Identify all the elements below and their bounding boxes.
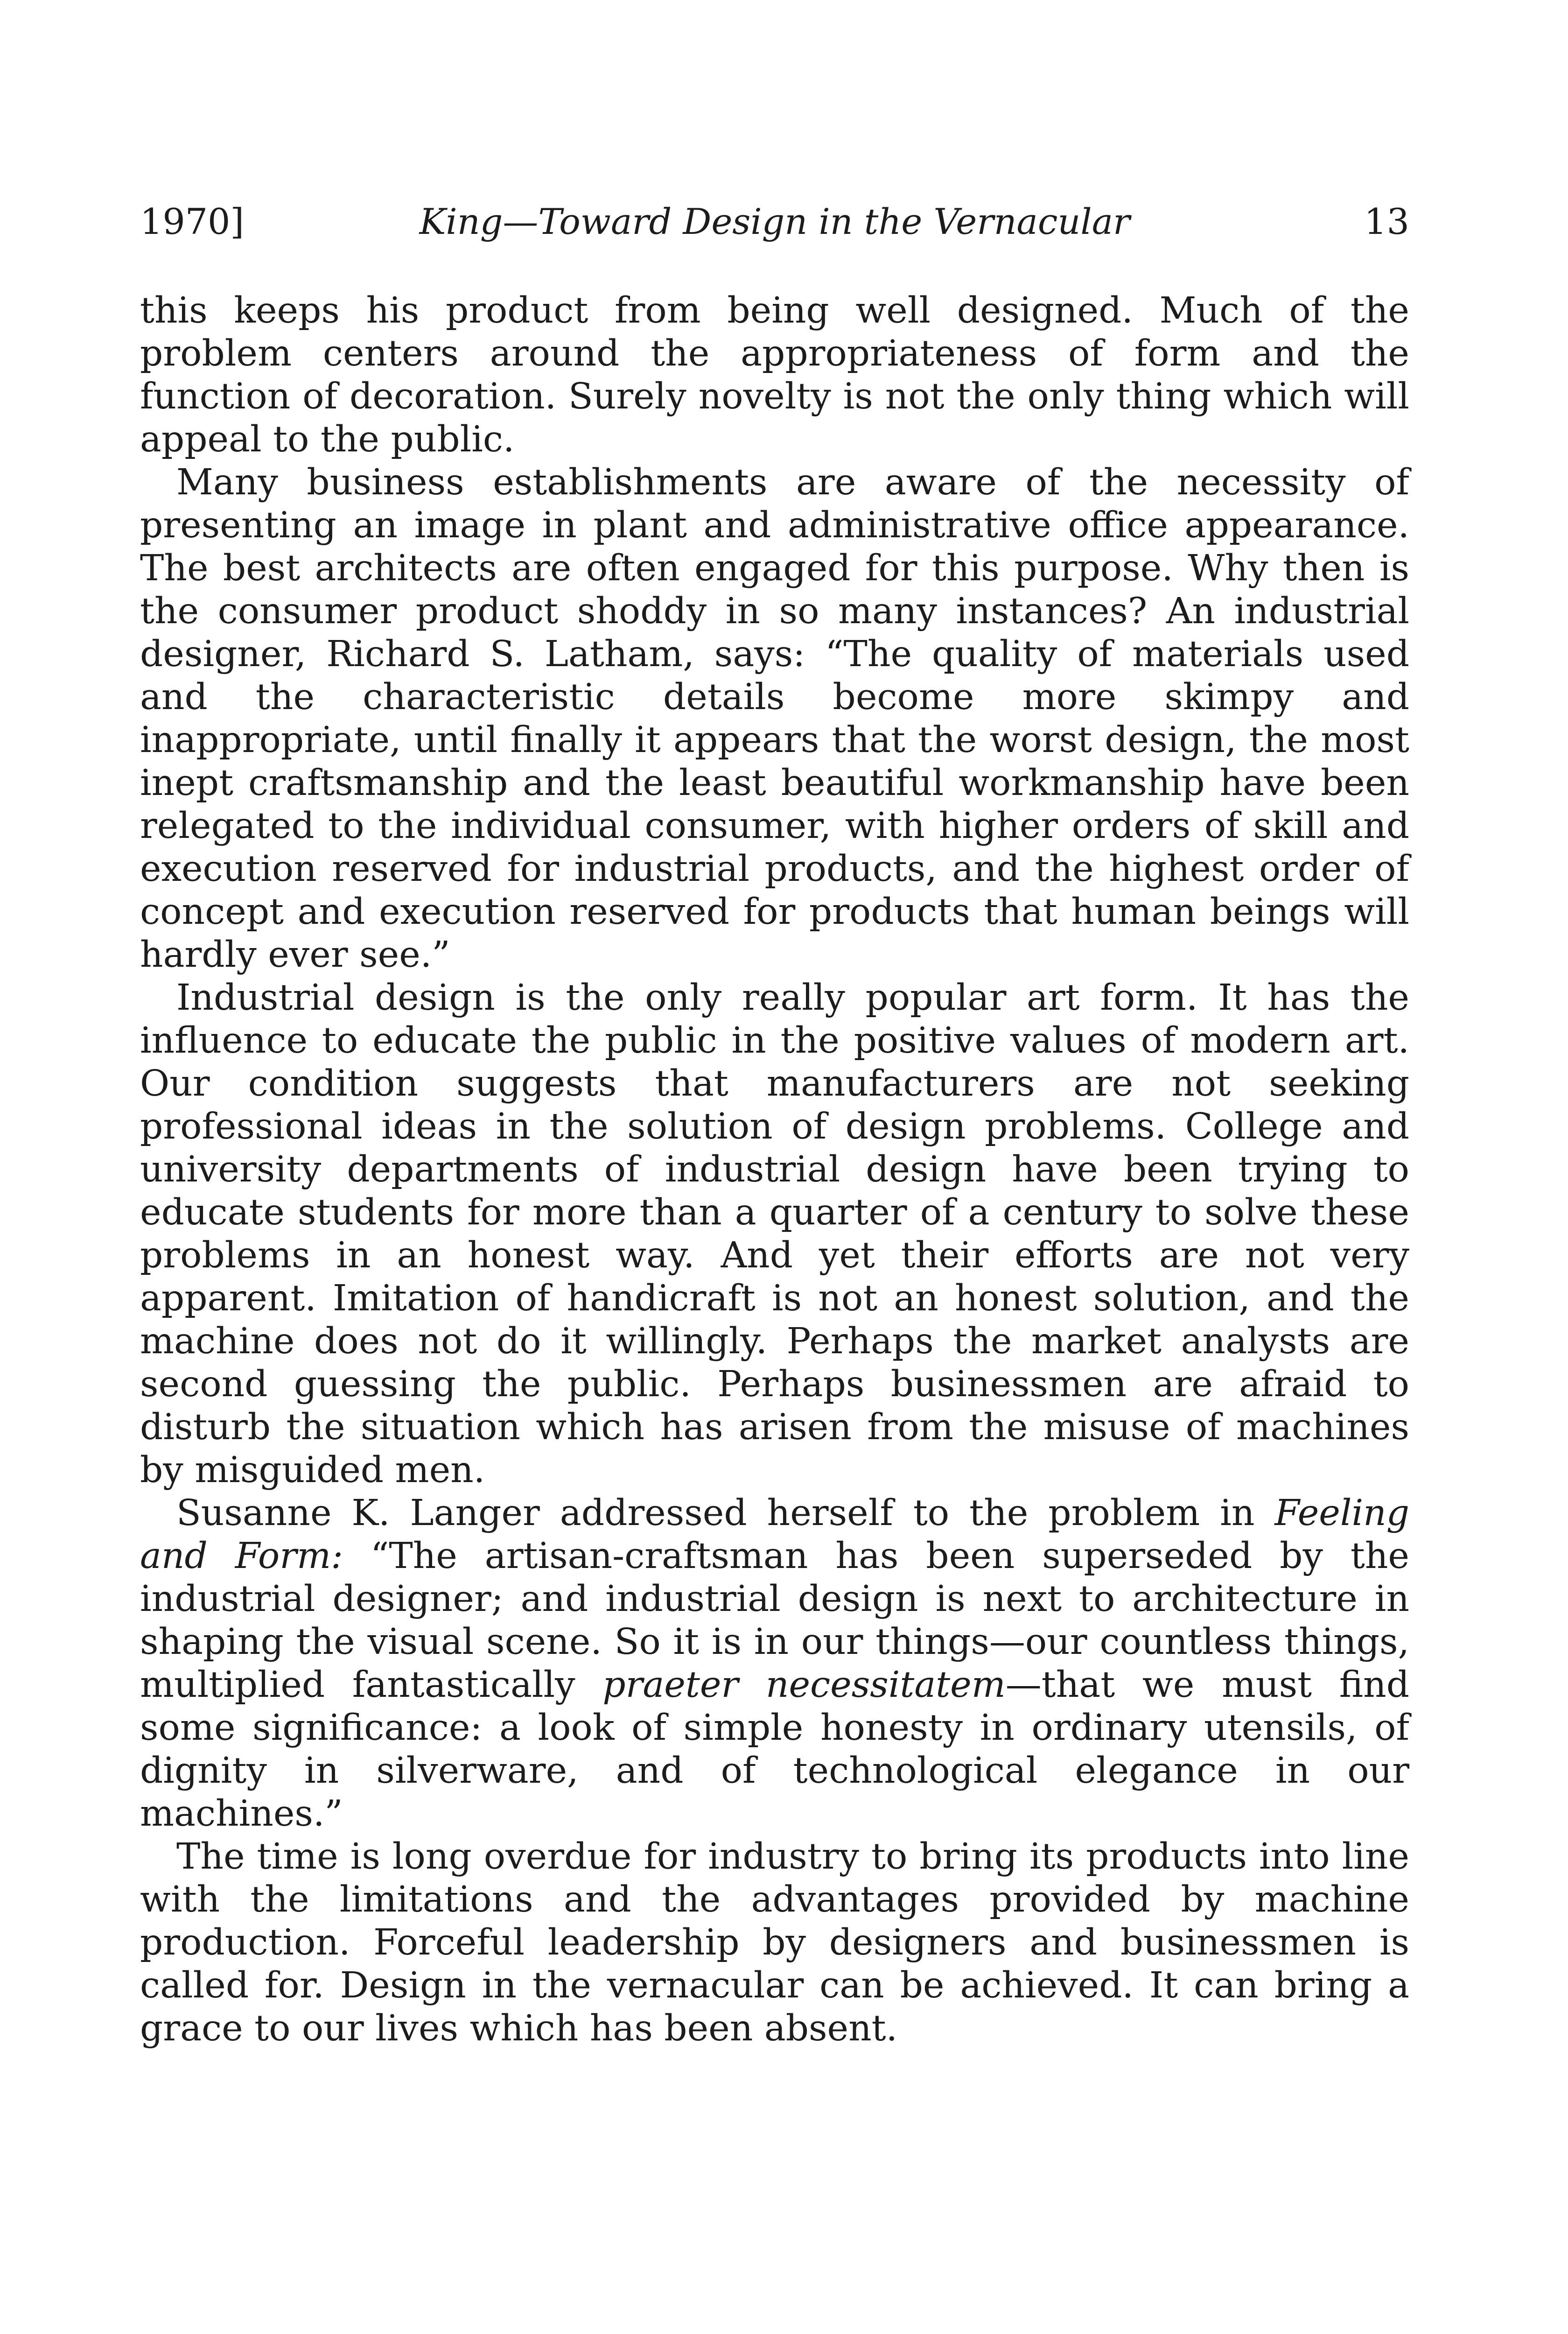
- book-title: Feeling and Form:: [140, 1492, 1409, 1577]
- paragraph-5: The time is long overdue for industry to bring its products into line with the limitations and the advantages provided by machine production. Forceful leadership by designers and businessmen is called for. Design in the vernacular can be achieved. It can bring a grace to our lives which has been absent.: [140, 1836, 1409, 2049]
- paragraph-4-text-b: “The artisan-craftsman has been superseded by the industrial designer; and industrial design is next to architecture in shaping the visual scene. So it is in our things—our countless things, multiplied fantastically: [140, 1535, 1409, 1706]
- paragraph-4: [140, 1492, 1409, 1835]
- header-title: King—Toward Design in the Vernacular: [419, 201, 1130, 242]
- page-number: 13: [1364, 201, 1409, 242]
- paragraph-4-text-c: —that we must find some significance: a look of simple honesty in ordinary utensils, of dignity in silverware, and of technological elegance in our machines.”: [140, 1664, 1409, 1835]
- body-text: [140, 289, 1409, 2050]
- paragraph-4-text-a: Susanne K. Langer addressed herself to the problem in: [176, 1492, 1275, 1534]
- paragraph-1: this keeps his product from being well designed. Much of the problem centers around the appropriateness of form and the function of decoration. Surely novelty is not the only thing which will appeal to the public.: [140, 290, 1409, 460]
- running-head: [140, 196, 1409, 247]
- paragraph-3: Industrial design is the only really popular art form. It has the influence to educate the public in the positive values of modern art. Our condition suggests that manufacturers are not seeking professional ideas in the solution of design problems. College and university departments of industrial design have been trying to educate students for more than a quarter of a century to solve these problems in an honest way. And yet their efforts are not very apparent. Imitation of handicraft is not an honest solution, and the machine does not do it willingly. Perhaps the market analysts are second guessing the public. Perhaps businessmen are afraid to disturb the situation which has arisen from the misuse of machines by misguided men.: [140, 977, 1409, 1491]
- header-year: 1970]: [140, 201, 245, 242]
- latin-phrase: praeter necessitatem: [602, 1664, 1006, 1706]
- paragraph-2: Many business establishments are aware of the necessity of presenting an image in plant and administrative office appearance. The best architects are often engaged for this purpose. Why then is the consumer product shoddy in so many instances? An industrial designer, Richard S. Latham, says: “The quality of materials used and the characteristic details become more skimpy and inappropriate, until finally it appears that the worst design, the most inept craftsmanship and the least beautiful workmanship have been relegated to the individual consumer, with higher orders of skill and execution reserved for industrial products, and the highest order of concept and execution reserved for products that human beings will hardly ever see.”: [140, 462, 1409, 976]
